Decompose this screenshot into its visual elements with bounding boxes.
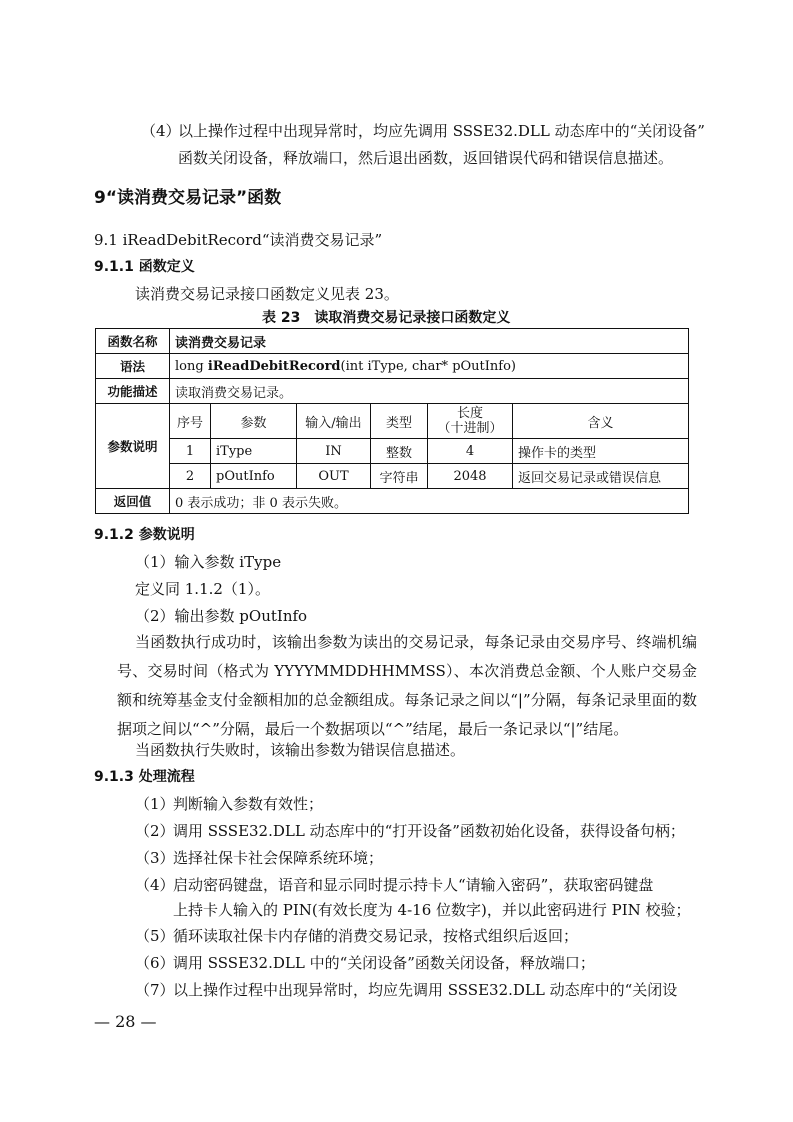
step-label: （5） bbox=[135, 927, 175, 945]
param-desc-label: 参数说明 bbox=[96, 404, 170, 489]
step-label: （7） bbox=[135, 981, 175, 999]
top-item-line1: 以上操作过程中出现异常时，均应先调用 SSSE32.DLL 动态库中的“关闭设备” bbox=[178, 122, 705, 140]
param-header-param: 参数 bbox=[211, 404, 297, 439]
param-io: IN bbox=[297, 439, 371, 464]
param-header-length-line1: 长度 bbox=[456, 406, 483, 421]
param-meaning: 返回交易记录或错误信息 bbox=[513, 464, 689, 489]
step-label: （2） bbox=[135, 822, 175, 840]
table-row bbox=[96, 439, 689, 464]
syntax-label: 语法 bbox=[96, 354, 170, 379]
function-definition-table bbox=[95, 328, 689, 514]
param-header-type: 类型 bbox=[371, 404, 428, 439]
return-value-label: 返回值 bbox=[96, 489, 170, 514]
table-caption: 表 23 读取消费交易记录接口函数定义 bbox=[262, 310, 511, 326]
function-name-value: 读消费交易记录 bbox=[170, 329, 689, 354]
output-param-label: （2）输出参数 pOutInfo bbox=[135, 607, 308, 625]
param-meaning: 操作卡的类型 bbox=[513, 439, 689, 464]
param-seq: 1 bbox=[170, 439, 211, 464]
param-header-io: 输入/输出 bbox=[297, 404, 371, 439]
function-name-label: 函数名称 bbox=[96, 329, 170, 354]
param-length: 2048 bbox=[428, 464, 513, 489]
param-name: pOutInfo bbox=[211, 464, 297, 489]
heading-9-1-3: 9.1.3 处理流程 bbox=[94, 769, 195, 785]
heading-9-1-1: 9.1.1 函数定义 bbox=[94, 259, 195, 275]
param-header-length-line2: （十进制） bbox=[437, 421, 503, 436]
step-text-continued: 上持卡人输入的 PIN(有效长度为 4-16 位数字)，并以此密码进行 PIN 校验； bbox=[173, 901, 691, 919]
step-text: 以上操作过程中出现异常时，均应先调用 SSSE32.DLL 动态库中的“关闭设 bbox=[173, 981, 678, 999]
top-item-label: （4） bbox=[141, 122, 181, 140]
heading-9-1-2: 9.1.2 参数说明 bbox=[94, 527, 195, 543]
output-fail-paragraph: 当函数执行失败时，该输出参数为错误信息描述。 bbox=[135, 741, 466, 759]
step-text: 启动密码键盘，语音和显示同时提示持卡人“请输入密码”，获取密码键盘 bbox=[173, 876, 654, 894]
function-desc-value: 读取消费交易记录。 bbox=[170, 379, 689, 404]
param-header-meaning: 含义 bbox=[513, 404, 689, 439]
step-label: （3） bbox=[135, 849, 175, 867]
table-row bbox=[96, 464, 689, 489]
step-label: （4） bbox=[135, 876, 175, 894]
step-label: （6） bbox=[135, 954, 175, 972]
return-value-text: 0 表示成功；非 0 表示失败。 bbox=[170, 489, 689, 514]
param-type: 整数 bbox=[371, 439, 428, 464]
step-label: （1） bbox=[135, 795, 175, 813]
param-seq: 2 bbox=[170, 464, 211, 489]
param-length: 4 bbox=[428, 439, 513, 464]
top-item-line2: 函数关闭设备，释放端口，然后退出函数，返回错误代码和错误信息描述。 bbox=[178, 149, 674, 167]
syntax-prefix: long bbox=[175, 358, 208, 374]
step-text: 调用 SSSE32.DLL 动态库中的“打开设备”函数初始化设备，获得设备句柄； bbox=[173, 822, 685, 840]
page-number: — 28 — bbox=[94, 1012, 157, 1031]
input-param-def: 定义同 1.1.2（1）。 bbox=[135, 580, 270, 598]
param-io: OUT bbox=[297, 464, 371, 489]
step-text: 调用 SSSE32.DLL 中的“关闭设备”函数关闭设备，释放端口； bbox=[173, 954, 595, 972]
input-param-label: （1）输入参数 iType bbox=[135, 553, 282, 571]
param-header-length bbox=[428, 404, 513, 439]
param-name: iType bbox=[211, 439, 297, 464]
syntax-arguments: (int iType, char* pOutInfo) bbox=[340, 358, 516, 374]
subsection-title: 9.1 iReadDebitRecord“读消费交易记录” bbox=[94, 231, 383, 249]
section-title: 9“读消费交易记录”函数 bbox=[94, 188, 282, 208]
table-intro: 读消费交易记录接口函数定义见表 23。 bbox=[135, 285, 399, 303]
param-header-seq: 序号 bbox=[170, 404, 211, 439]
step-text: 循环读取社保卡内存储的消费交易记录，按格式组织后返回； bbox=[173, 927, 579, 945]
function-desc-label: 功能描述 bbox=[96, 379, 170, 404]
syntax-function-name: iReadDebitRecord bbox=[207, 358, 341, 374]
param-type: 字符串 bbox=[371, 464, 428, 489]
syntax-value bbox=[170, 354, 689, 379]
step-text: 选择社保卡社会保障系统环境； bbox=[173, 849, 384, 867]
step-text: 判断输入参数有效性； bbox=[173, 795, 324, 813]
output-success-paragraph: 当函数执行成功时，该输出参数为读出的交易记录，每条记录由交易序号、终端机编号、交易时间（格式为 YYYYMMDDHHMMSS）、本次消费总金额、个人账户交易金额和统筹基金支付金额相加的总金额组成。每条记录之间以“|”分隔，每条记录里面的数据项之间以“^”分隔，最后一个数据项以“^”结尾，最后一条记录以“|”结尾。 bbox=[117, 633, 697, 738]
